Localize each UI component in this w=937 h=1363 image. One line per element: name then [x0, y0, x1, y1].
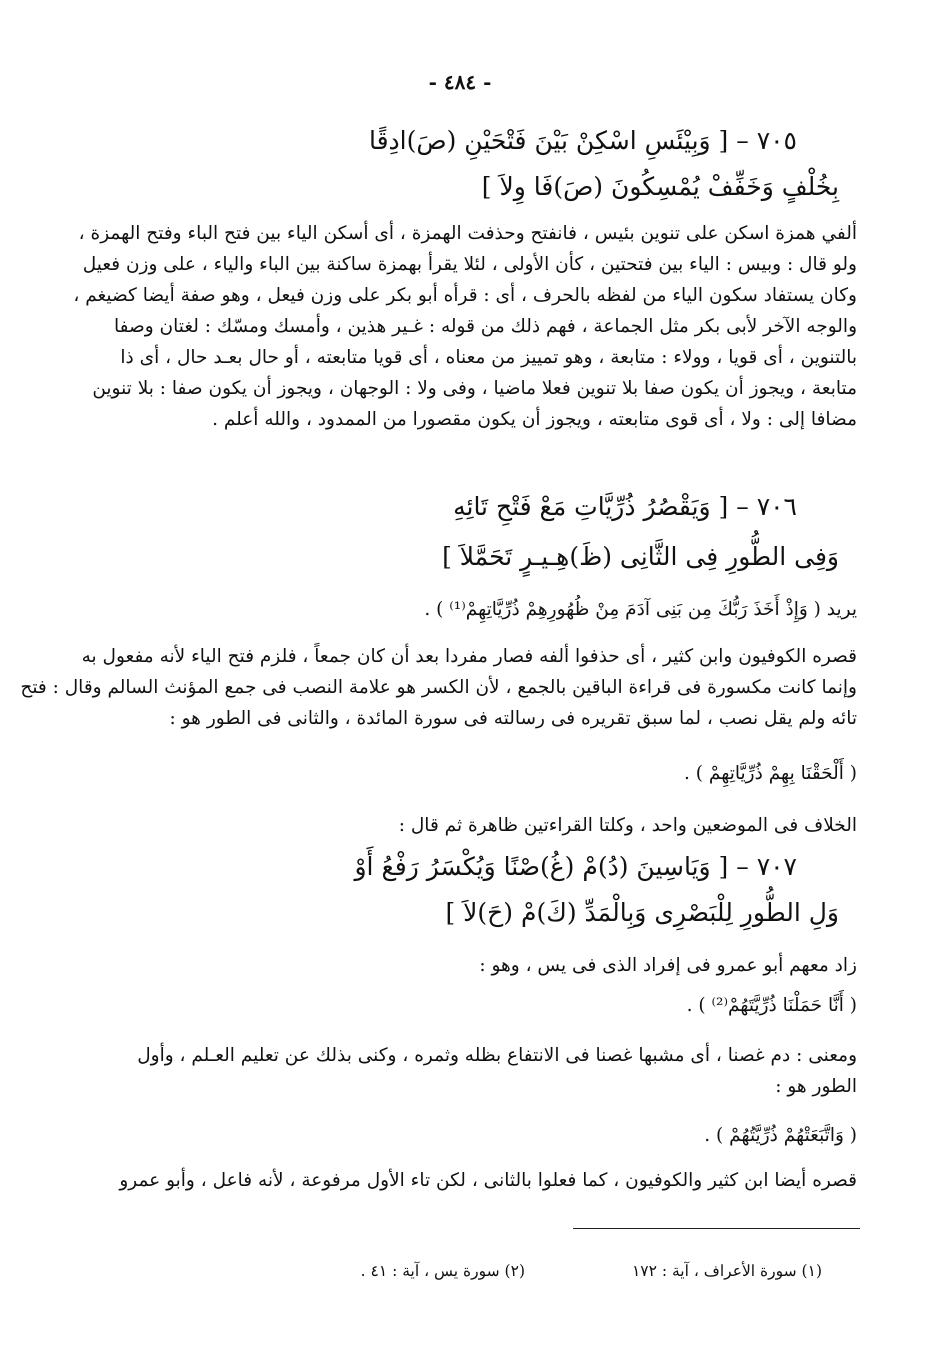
- verse-706-line-1: ٧٠٦ – [ وَيَقْصُرُ ذُرِّيَّاتِ مَعْ فَتْحِ تَائِهِ: [453, 492, 797, 521]
- text-line: الطور هو :: [775, 1076, 857, 1097]
- text-line: قصره أيضا ابن كثير والكوفيون ، كما فعلوا بالثانى ، لكن تاء الأول مرفوعة ، لأنه فاعل ، وأبو عمرو: [119, 1170, 857, 1191]
- quran-quote-4: ( وَاتَّبَعَتْهُمْ ذُرِّيَّتُهُمْ ) .: [704, 1125, 857, 1146]
- verse-706-line-2: وَفِى الطُّورِ فِى الثَّانِى (ظَ)هِـيـرٍ تَحَمَّلاَ ]: [442, 542, 839, 571]
- text-line: ومعنى : دم غصنا ، أى مشبها غصنا فى الانتفاع بظله وثمره ، وكنى بذلك عن تعليم العـلم ، وأول: [137, 1045, 857, 1066]
- footnote-divider: [573, 1228, 860, 1229]
- commentary-paragraph-2: [20, 641, 857, 734]
- verse-707-line-1: ٧٠٧ – [ وَيَاسِينَ (دُ)مْ (غُ)صْنًا وَيُكْسَرُ رَفْعُ أَوْ: [354, 852, 797, 881]
- verse-707-line-2: وَلِ الطُّورِ لِلْبَصْرِى وَبِالْمَدِّ (كَ)مْ (حَ)لاَ ]: [445, 898, 839, 927]
- text-line: وكان يستفاد سكون الياء من لفظه بالحرف ، أى : قرأه أبو بكر على وزن فيعل ، وهو صفة أيضا كضيغم ،: [73, 285, 857, 306]
- text-line: متابعة ، ويجوز أن يكون صفا بلا تنوين فعلا ماضيا ، وفى ولا : الوجهان ، ويجوز أن يكون صفا : بلا تنوين: [92, 378, 857, 399]
- text-line: ولو قال : وبيس : الياء بين فتحتين ، كأن الأولى ، لئلا يقرأ بهمزة ساكنة بين الباء والياء ، على وزن فعيل: [82, 254, 857, 275]
- text-line: وإنما كانت مكسورة فى قراءة الباقين بالجمع ، لأن الكسر هو علامة النصب فى جمع المؤنث السالم وقال : فتح: [20, 677, 857, 698]
- commentary-paragraph-3: الخلاف فى الموضعين واحد ، وكلتا القراءتين ظاهرة ثم قال :: [398, 815, 857, 836]
- quran-quote-3: ( أَنَّا حَمَلْنَا ذُرِّيَّتَهُمْ⁽²⁾ ) .: [686, 995, 857, 1016]
- commentary-paragraph-6: [37, 1165, 857, 1196]
- quran-quote-2: ( أَلْحَقْنَا بِهِمْ ذُرِّيَّاتِهِمْ ) .: [684, 763, 857, 784]
- commentary-paragraph-5: [37, 1040, 857, 1102]
- text-line: تائه ولم يقل نصب ، لما سبق تقريره فى رسالته فى سورة المائدة ، والثانى فى الطور هو :: [169, 708, 857, 729]
- text-line: ألفي همزة اسكن على تنوين بئيس ، فانفتح وحذفت الهمزة ، أى أسكن الياء بين فتح الباء وفتح الهمزة ،: [78, 223, 857, 244]
- commentary-paragraph-1: [37, 218, 857, 435]
- text-line: قصره الكوفيون وابن كثير ، أى حذفوا ألفه فصار مفردا بعد أن كان جمعاً ، فلزم فتح الياء لأنه مفعول به: [81, 646, 857, 667]
- quran-quote-1: يريد ( وَإِذْ أَخَذَ رَبُّكَ مِن بَنِى آدَمَ مِنْ ظُهُورِهِمْ ذُرِّيَّاتِهِمْ⁽¹⁾ ) .: [424, 599, 857, 620]
- text-line: والوجه الآخر لأبى بكر مثل الجماعة ، فهم ذلك من قوله : غـير هذين ، وأمسك ومسّك : لغتان وصفا: [114, 316, 857, 337]
- verse-705-line-1: ٧٠٥ – [ وَبِيْئَسِ اسْكِنْ بَيْنَ فَتْحَيْنِ (صَ)ادِقًا: [368, 126, 797, 155]
- footnote-1: (١) سورة الأعراف ، آية : ١٧٢: [631, 1262, 822, 1280]
- verse-705-line-2: بِخُلْفٍ وَخَفِّفْ يُمْسِكُونَ (صَ)فَا وِلاَ ]: [481, 172, 839, 201]
- commentary-paragraph-4: زاد معهم أبو عمرو فى إفراد الذى فى يس ، وهو :: [479, 955, 857, 976]
- text-line: مضافا إلى : ولا ، أى قوى متابعته ، ويجوز أن يكون مقصورا من الممدود ، والله أعلم .: [212, 409, 857, 430]
- page-number: - ٤٨٤ -: [428, 70, 492, 94]
- text-line: بالتنوين ، أى قويا ، وولاء : متابعة ، وهو تمييز من معناه ، أى قويا متابعته ، أو حال بعـد حال ، أى ذا: [120, 347, 857, 368]
- footnote-2: (٢) سورة يس ، آية : ٤١ .: [360, 1262, 525, 1280]
